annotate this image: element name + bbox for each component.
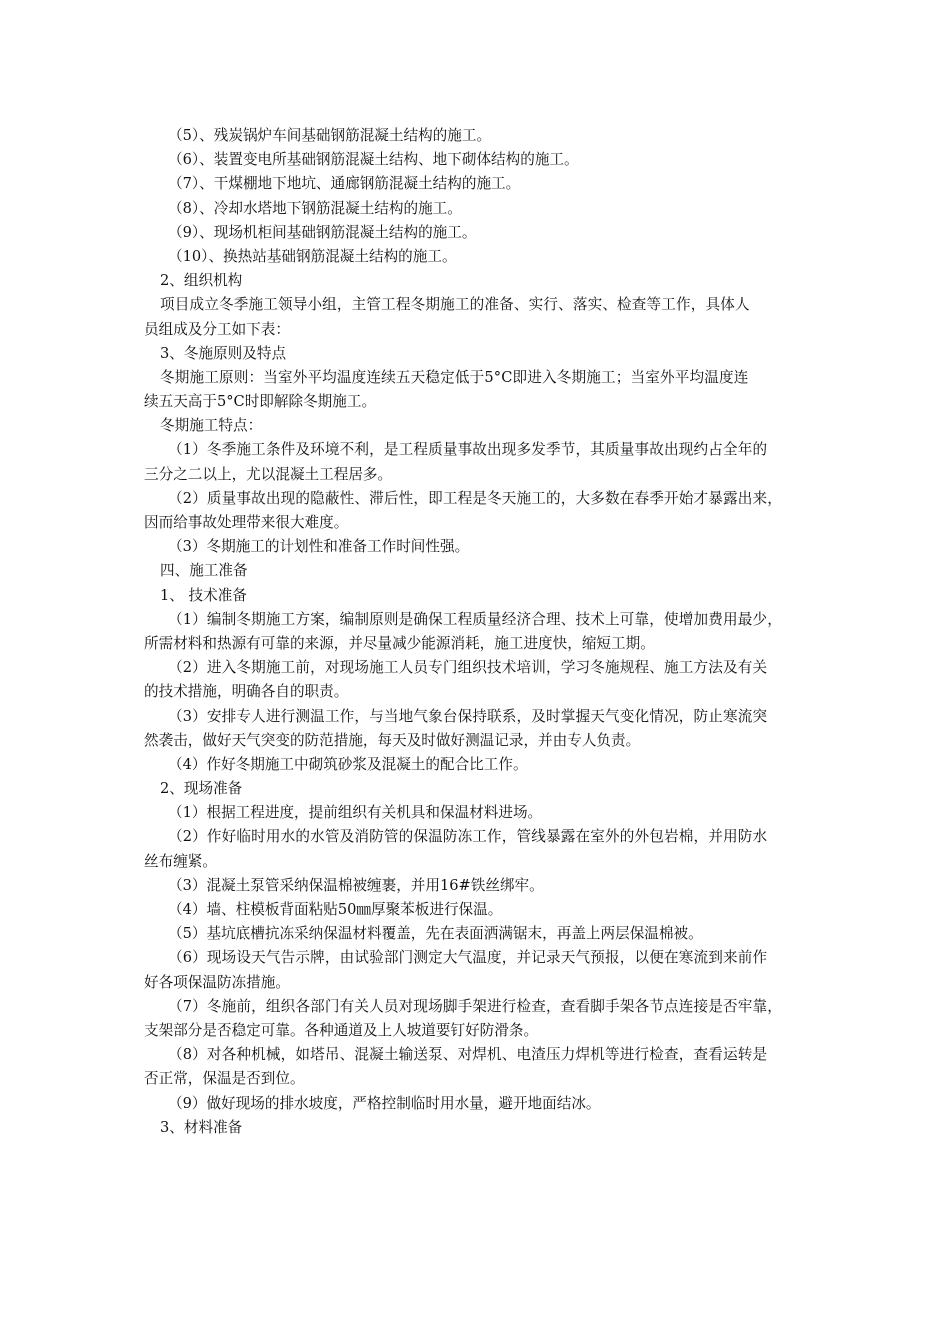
paragraph-line: 所需材料和热源有可靠的来源，并尽量减少能源消耗，施工进度快，缩短工期。	[144, 634, 655, 652]
subheading-site: 2、现场准备	[160, 780, 243, 798]
paragraph-line: （6）现场设天气告示牌，由试验部门测定大气温度，并记录天气预报，以便在寒流到来前作	[168, 949, 768, 967]
paragraph-line: （8）对各种机械，如塔吊、混凝土输送泵、对焊机、电渣压力焊机等进行检查，查看运转是	[168, 1046, 768, 1064]
paragraph-line: （2）作好临时用水的水管及消防管的保温防冻工作，管线暴露在室外的外包岩棉，并用防水	[168, 828, 768, 846]
paragraph-line: （3）混凝土泵管采纳保温棉被缠裹，并用16#铁丝绑牢。	[168, 876, 544, 894]
paragraph-line: （4）作好冬期施工中砌筑砂浆及混凝土的配合比工作。	[168, 755, 528, 773]
paragraph-line: 三分之二以上，尤以混凝土工程居多。	[144, 465, 393, 483]
paragraph-line: 支架部分是否稳定可靠。各种通道及上人坡道要钉好防滑条。	[144, 1021, 539, 1039]
list-item-7: （7）、干煤棚地下地坑、通廊钢筋混凝土结构的施工。	[168, 175, 521, 193]
paragraph-line: 续五天高于5°C时即解除冬期施工。	[144, 393, 377, 411]
document-body	[144, 124, 812, 1140]
paragraph-line: （2）进入冬期施工前，对现场施工人员专门组织技术培训，学习冬施规程、施工方法及有关	[168, 659, 768, 677]
paragraph-line: 否正常，保温是否到位。	[144, 1070, 305, 1088]
paragraph-line: （9）做好现场的排水坡度，严格控制临时用水量，避开地面结冰。	[168, 1094, 601, 1112]
paragraph-line: 项目成立冬季施工领导小组，主管工程冬期施工的准备、实行、落实、检查等工作，具体人	[160, 296, 750, 314]
paragraph-line: 员组成及分工如下表：	[144, 320, 290, 338]
section-heading-principles: 3、冬施原则及特点	[160, 344, 287, 362]
section-heading-preparation: 四、施工准备	[160, 562, 248, 580]
paragraph-line: 好各项保温防冻措施。	[144, 973, 290, 991]
list-item-8: （8）、冷却水塔地下钢筋混凝土结构的施工。	[168, 199, 462, 217]
section-heading-organization: 2、组织机构	[160, 272, 243, 290]
paragraph-line: （1）根据工程进度，提前组织有关机具和保温材料进场。	[168, 804, 543, 822]
list-item-10: （10）、换热站基础钢筋混凝土结构的施工。	[168, 247, 457, 265]
list-item-6: （6）、装置变电所基础钢筋混凝土结构、地下砌体结构的施工。	[168, 151, 579, 169]
paragraph-line: （3）冬期施工的计划性和准备工作时间性强。	[168, 538, 470, 556]
paragraph-line: （3）安排专人进行测温工作，与当地气象台保持联系，及时掌握天气变化情况，防止寒流突	[168, 707, 768, 725]
paragraph-line: （4）墙、柱模板背面粘贴50㎜厚聚苯板进行保温。	[168, 901, 503, 918]
paragraph-line: 的技术措施，明确各自的职责。	[144, 683, 349, 701]
list-item-5: （5）、残炭锅炉车间基础钢筋混凝土结构的施工。	[168, 127, 492, 144]
list-item-9: （9）、现场机柜间基础钢筋混凝土结构的施工。	[168, 223, 477, 241]
paragraph-line: （2）质量事故出现的隐蔽性、滞后性，即工程是冬天施工的，大多数在春季开始才暴露出来，	[168, 489, 782, 507]
subheading-technical: 1、 技术准备	[160, 586, 247, 604]
paragraph-line: 然袭击，做好天气突变的防范措施，每天及时做好测温记录，并由专人负责。	[144, 731, 641, 749]
paragraph-line: 因而给事故处理带来很大难度。	[144, 514, 349, 531]
paragraph-line: （5）基坑底槽抗冻采纳保温材料覆盖，先在表面洒满锯末，再盖上两层保温棉被。	[168, 925, 703, 943]
paragraph-line: （1）冬季施工条件及环境不利，是工程质量事故出现多发季节，其质量事故出现约占全年的	[168, 441, 768, 459]
subheading-materials: 3、材料准备	[160, 1118, 243, 1136]
paragraph-line: 冬期施工原则：当室外平均温度连续五天稳定低于5°C即进入冬期施工；当室外平均温度连	[160, 368, 749, 386]
paragraph-line: 丝布缠紧。	[144, 852, 217, 870]
subheading-characteristics: 冬期施工特点：	[160, 417, 263, 435]
paragraph-line: （7）冬施前，组织各部门有关人员对现场脚手架进行检查，查看脚手架各节点连接是否牢靠，	[168, 997, 782, 1015]
paragraph-line: （1）编制冬期施工方案，编制原则是确保工程质量经济合理、技术上可靠，使增加费用最少，	[168, 610, 782, 628]
